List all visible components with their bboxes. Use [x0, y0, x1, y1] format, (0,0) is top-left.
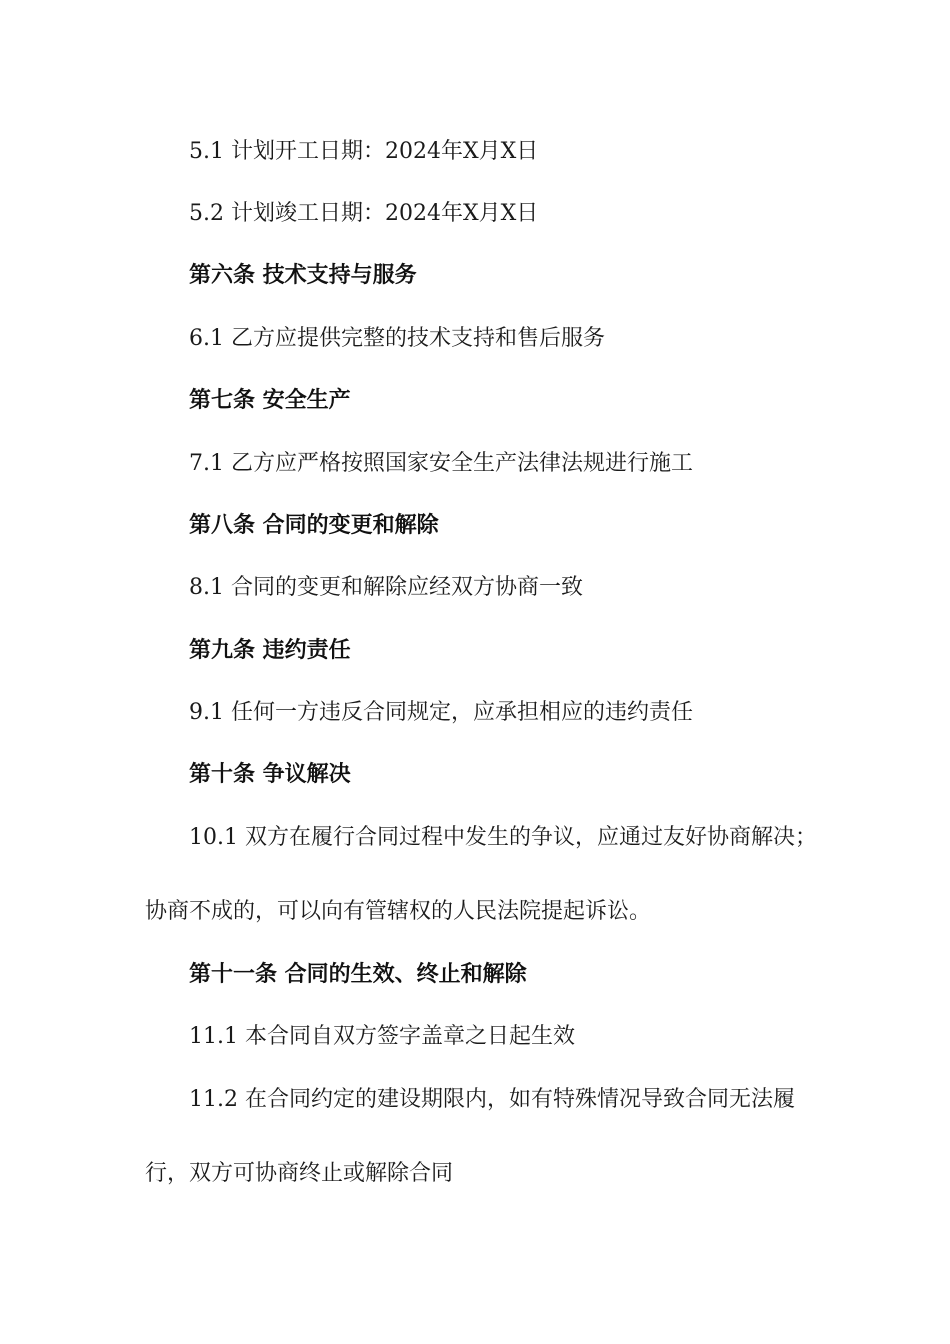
- clause-8-1: 8.1 合同的变更和解除应经双方协商一致: [189, 575, 583, 600]
- clause-7-1: 7.1 乙方应严格按照国家安全生产法律法规进行施工: [189, 451, 693, 476]
- clause-10-1: 10.1 双方在履行合同过程中发生的争议，应通过友好协商解决；: [189, 825, 817, 850]
- heading-article-11: 第十一条 合同的生效、终止和解除: [189, 962, 527, 987]
- heading-article-7: 第七条 安全生产: [189, 388, 351, 413]
- clause-10-1-continuation: 协商不成的，可以向有管辖权的人民法院提起诉讼。: [145, 899, 652, 924]
- clause-6-1: 6.1 乙方应提供完整的技术支持和售后服务: [189, 326, 605, 351]
- heading-article-9: 第九条 违约责任: [189, 638, 351, 663]
- heading-article-10: 第十条 争议解决: [189, 762, 351, 787]
- clause-5-2: 5.2 计划竣工日期：2024年X月X日: [189, 201, 539, 226]
- clause-5-1: 5.1 计划开工日期：2024年X月X日: [189, 139, 539, 164]
- clause-11-1: 11.1 本合同自双方签字盖章之日起生效: [189, 1024, 575, 1049]
- clause-9-1: 9.1 任何一方违反合同规定，应承担相应的违约责任: [189, 700, 693, 725]
- clause-11-2-continuation: 行，双方可协商终止或解除合同: [145, 1161, 454, 1186]
- heading-article-6: 第六条 技术支持与服务: [189, 263, 417, 288]
- clause-11-2: 11.2 在合同约定的建设期限内，如有特殊情况导致合同无法履: [189, 1087, 795, 1112]
- heading-article-8: 第八条 合同的变更和解除: [189, 513, 439, 538]
